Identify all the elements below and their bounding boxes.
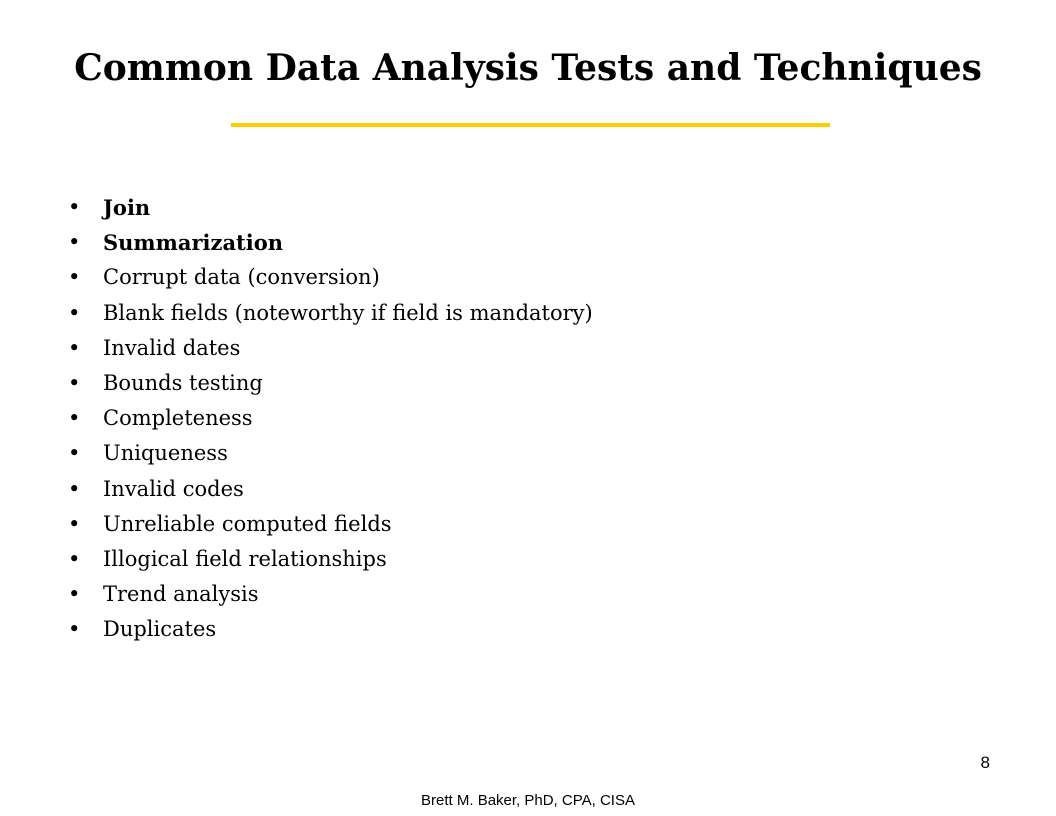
bullet-item (64, 401, 593, 436)
bullet-item (64, 331, 593, 366)
bullet-dot: • (68, 617, 81, 642)
bullet-item (64, 507, 593, 542)
bullet-text: Trend analysis (103, 582, 259, 607)
bullet-text: Invalid codes (103, 476, 244, 501)
bullet-dot: • (68, 335, 81, 360)
bullet-dot: • (68, 265, 81, 290)
bullet-item (64, 472, 593, 507)
bullet-text: Duplicates (103, 617, 217, 642)
bullet-dot: • (68, 546, 81, 571)
bullet-item (64, 296, 593, 331)
bullet-item (64, 436, 593, 471)
bullet-item (64, 577, 593, 612)
bullet-dot: • (68, 406, 81, 431)
bullet-item (64, 366, 593, 401)
bullet-dot: • (68, 195, 81, 219)
bullet-text: Invalid dates (103, 335, 241, 360)
bullet-dot: • (68, 441, 81, 466)
bullet-list (64, 190, 593, 647)
bullet-text: Uniqueness (103, 441, 228, 466)
slide-title: Common Data Analysis Tests and Techniques (74, 47, 982, 89)
bullet-dot: • (68, 300, 81, 325)
title-underline (231, 123, 830, 127)
bullet-item (64, 225, 593, 260)
bullet-item (64, 612, 593, 647)
bullet-text: Illogical field relationships (103, 546, 387, 571)
bullet-text: Completeness (103, 406, 253, 431)
bullet-dot: • (68, 511, 81, 536)
bullet-text: Bounds testing (103, 370, 263, 395)
bullet-item (64, 260, 593, 295)
bullet-item (64, 542, 593, 577)
bullet-dot: • (68, 230, 81, 255)
bullet-dot: • (68, 582, 81, 607)
bullet-text: Blank fields (noteworthy if field is mandatory) (103, 300, 593, 325)
bullet-text: Corrupt data (conversion) (103, 265, 380, 290)
footer-author: Brett M. Baker, PhD, CPA, CISA (421, 792, 635, 809)
bullet-item (64, 190, 593, 225)
bullet-dot: • (68, 370, 81, 395)
bullet-text: Unreliable computed fields (103, 511, 392, 536)
bullet-text: Summarization (103, 230, 284, 256)
page-number: 8 (980, 753, 990, 772)
bullet-dot: • (68, 476, 81, 501)
bullet-text: Join (103, 195, 151, 220)
